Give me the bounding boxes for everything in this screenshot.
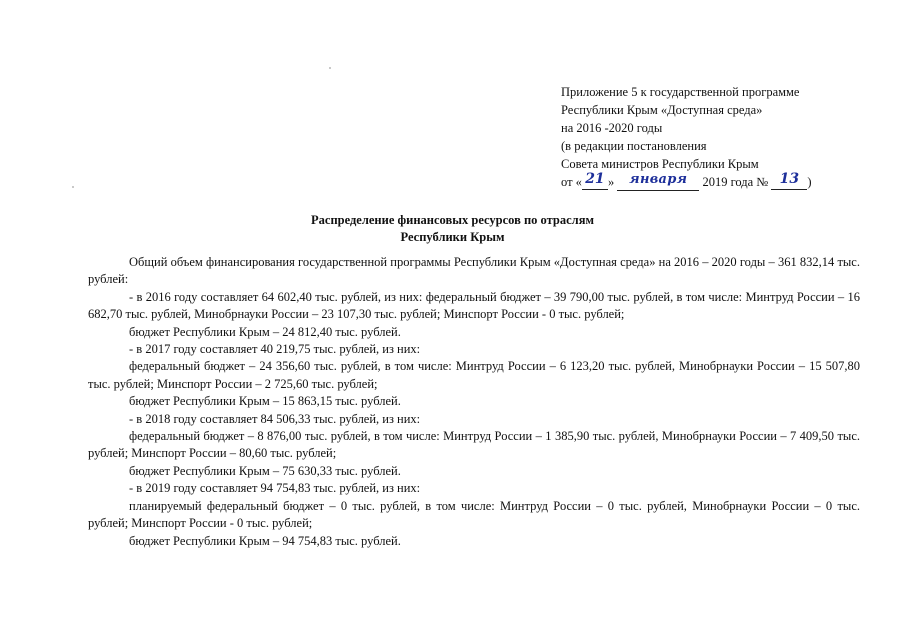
date-prefix: от « [561, 175, 582, 189]
appendix-line-2: Республики Крым «Доступная среда» [561, 103, 763, 117]
paragraph-total: Общий объем финансирования государственной программы Республики Крым «Доступная среда» на 2016 – 2020 годы – 361 832,14 тыс. рублей: [88, 255, 860, 287]
paragraph-2019-regional: бюджет Республики Крым – 94 754,83 тыс. рублей. [129, 533, 401, 548]
date-day-close: » [607, 175, 615, 189]
appendix-date-line [561, 173, 881, 191]
date-month-field [617, 172, 699, 191]
handwritten-month: января [629, 172, 688, 187]
handwritten-number: 13 [779, 171, 800, 187]
paragraph-2017-regional: бюджет Республики Крым – 15 863,15 тыс. рублей. [129, 394, 401, 409]
scan-speck [329, 67, 331, 69]
appendix-line-1: Приложение 5 к государственной программе [561, 85, 800, 99]
scan-speck [72, 186, 74, 188]
paragraph-2018: - в 2018 году составляет 84 506,33 тыс. рублей, из них: [129, 411, 421, 426]
appendix-line-4: (в редакции постановления [561, 139, 707, 153]
paragraph-2016: - в 2016 году составляет 64 602,40 тыс. рублей, из них: федеральный бюджет – 39 790,00 тыс. рублей, в том числе: Минтруд России – 16 682,70 тыс. рублей, Минобрнауки России – 23 107,30 тыс. рублей; Минспорт России - 0 тыс. рублей; [88, 289, 860, 322]
paragraph-2016-regional: бюджет Республики Крым – 24 812,40 тыс. рублей. [129, 324, 401, 339]
date-year-text: 2019 года № [702, 175, 769, 189]
appendix-line-5: Совета министров Республики Крым [561, 157, 759, 171]
paragraph-2018-federal: федеральный бюджет – 8 876,00 тыс. рублей, в том числе: Минтруд России – 1 385,90 тыс. рублей, Минобрнауки России – 7 409,50 тыс. рублей; Минспорт России – 80,60 тыс. рублей; [88, 429, 860, 461]
title-line-2: Республики Крым [400, 230, 505, 244]
appendix-line-3: на 2016 -2020 годы [561, 121, 663, 135]
handwritten-day: 21 [585, 171, 605, 187]
appendix-header [561, 83, 881, 191]
resolution-number-field [771, 171, 807, 190]
paragraph-2017: - в 2017 году составляет 40 219,75 тыс. рублей, из них: [129, 342, 421, 357]
document-title [0, 212, 905, 246]
paragraph-2018-regional: бюджет Республики Крым – 75 630,33 тыс. рублей. [129, 463, 401, 478]
title-line-1: Распределение финансовых ресурсов по отраслям [311, 213, 594, 227]
date-day-field [582, 171, 608, 190]
paragraph-2019-federal: планируемый федеральный бюджет – 0 тыс. рублей, в том числе: Минтруд России – 0 тыс. рублей, Минобрнауки России – 0 тыс. рублей; Минспорт России - 0 тыс. рублей; [88, 498, 860, 531]
paragraph-2019: - в 2019 году составляет 94 754,83 тыс. рублей, из них: [129, 481, 421, 496]
paragraph-2017-federal: федеральный бюджет – 24 356,60 тыс. рублей, в том числе: Минтруд России – 6 123,20 тыс. рублей, Минобрнауки России – 15 507,80 тыс. рублей; Минспорт России – 2 725,60 тыс. рублей; [88, 359, 860, 391]
close-paren: ) [807, 175, 812, 189]
document-body [88, 254, 860, 550]
